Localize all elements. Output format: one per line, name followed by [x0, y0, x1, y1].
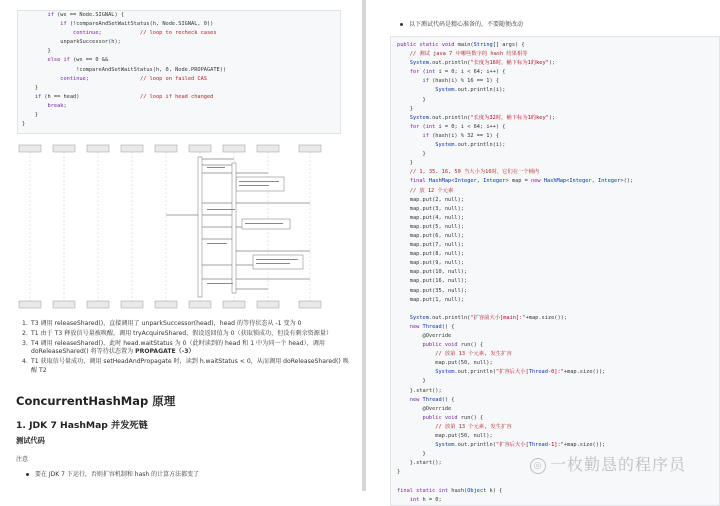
code-line: final static int hash(Object k) { [397, 487, 503, 494]
code-line: for (int i = 0; i < 64; i++) { [409, 123, 506, 130]
section-heading: ConcurrentHashMap 原理 [16, 394, 176, 408]
list-item: 4. T1 获取信号量成功，调用 setHeadAndPropagate 时，读到 h.waitStatus < 0，从而调用 doReleaseShared() 唤醒 T2 [22, 358, 349, 374]
code-line: new Thread() { [409, 323, 455, 330]
watermark: ◎ 一枚勤恳的程序员 [530, 452, 686, 475]
code-line: } [22, 121, 26, 128]
numbered-list [22, 320, 352, 377]
code-line: unparkSuccessor(h); [22, 39, 121, 46]
code-line: public void run() { [422, 414, 484, 421]
code-line: break; [47, 102, 67, 109]
code-line: map.put(9, null); [397, 260, 464, 267]
code-line: } [22, 84, 38, 91]
code-line: // 放 12 个元素 [409, 187, 454, 194]
code-line: continue; // loop on failed CAS [60, 75, 207, 82]
bullet-item: 要在 JDK 7 下运行，否则扩容机制和 hash 的计算方法都变了 [26, 469, 199, 478]
code-line: if (!compareAndSetWaitStatus(h, Node.SIGNAL, 0)) [60, 21, 214, 28]
code-block-hashmap-test [390, 36, 720, 506]
code-line: System.out.println("扩容后大小[Thread-0]:"+map.size()); [435, 369, 606, 376]
code-line: new Thread() { [409, 396, 455, 403]
code-line: if (h == head) // loop if head changed [34, 93, 214, 100]
code-line: System.out.println(i); [435, 87, 506, 94]
code-line: System.out.println(i); [435, 142, 506, 149]
left-document-page [0, 0, 362, 491]
code-line: // 测试 java 7 中哪些数字的 hash 结果相等 [409, 51, 528, 58]
code-line: for (int i = 0; i < 64; i++) { [409, 69, 506, 76]
code-line: map.put(4, null); [397, 214, 464, 221]
code-line: map.put(2, null); [397, 196, 464, 203]
code-line: map.put(35, null); [397, 287, 468, 294]
code-line: public void run() { [422, 342, 484, 349]
code-line: map.put(8, null); [397, 251, 464, 258]
code-line: } [397, 451, 426, 458]
code-line: final HashMap<Integer, Integer> map = new HashMap<Integer, Integer>(); [409, 178, 634, 185]
code-line [397, 478, 713, 487]
code-line: System.out.println("扩容后大小[Thread-1]:"+map.size()); [435, 442, 606, 449]
code-line: map.put(1, null); [397, 296, 464, 303]
list-item: 1. T3 调用 releaseShared()，直接调用了 unparkSuccessor(head)，head 的等待状态从 -1 变为 0 [22, 320, 302, 327]
code-line: if (hash(i) % 32 == 1) { [422, 132, 500, 139]
note-label: 注意 [16, 456, 29, 463]
code-line: public static void main(String[] args) { [397, 42, 525, 48]
code-line: // 放第 13 个元素, 发生扩容 [435, 423, 512, 430]
code-line: System.out.println("长度为32时，桶下标为1的key"); [409, 114, 556, 121]
code-line: }.start(); [397, 460, 442, 467]
sequence-diagram [17, 143, 331, 311]
code-line: map.put(50, null); [397, 433, 493, 440]
bullet-dot-icon [400, 23, 403, 26]
code-block-doReleaseShared [17, 10, 341, 134]
code-line: if (ws == Node.SIGNAL) { [47, 12, 125, 18]
code-line: } [397, 96, 426, 103]
code-line: // 1, 35, 16, 50 当大小为16时，它们在一个桶内 [409, 169, 540, 176]
code-line: } [397, 469, 401, 476]
code-line: }.start(); [397, 387, 442, 394]
code-line: continue; // loop to recheck cases [73, 30, 217, 37]
minor-heading: 测试代码 [16, 436, 45, 445]
code-line: map.put(6, null); [397, 232, 464, 239]
code-line: System.out.println("扩容前大小[main]:"+map.size()); [409, 314, 568, 321]
code-line: System.out.println("长度为16时，桶下标为1的key"); [409, 60, 556, 67]
code-line: } [397, 105, 413, 112]
code-line: map.put(50, null); [397, 360, 493, 367]
code-line: map.put(5, null); [397, 223, 464, 230]
code-line: int h = 0; [409, 496, 442, 503]
code-line: } [22, 48, 51, 55]
code-line: } [397, 160, 413, 167]
code-line: } [397, 151, 426, 158]
list-item: 3. T4 调用 releaseShared()，此时 head.waitStatus 为 0（此时读到的 head 和 1 中为同一个 head），调用 doReleaseShared() 将等待状态置为 PROPAGATE（-3） [22, 339, 325, 356]
code-line: // 放第 13 个元素, 发生扩容 [435, 351, 512, 358]
code-line: else if (ws == 0 && [47, 57, 109, 64]
code-line: map.put(16, null); [397, 278, 468, 285]
code-line: map.put(7, null); [397, 242, 464, 249]
bullet-dot-icon [26, 473, 29, 476]
code-line: @Override [397, 405, 452, 412]
bullet-item: 以下测试代码是精心准备的，不要随便改动 [400, 19, 523, 28]
right-document-page [366, 0, 720, 503]
code-line [397, 305, 713, 314]
code-line: @Override [397, 333, 452, 339]
list-item: 2. T1 由于 T3 释放信号量被唤醒，调用 tryAcquireShared，假设返回值为 0（获取锁成功，但没有剩余资源量） [22, 329, 333, 337]
code-line: if (hash(i) % 16 == 1) { [422, 78, 500, 85]
code-line: map.put(10, null); [397, 269, 468, 276]
watermark-logo-icon: ◎ [530, 458, 546, 474]
code-line: } [22, 112, 38, 119]
code-line: map.put(3, null); [397, 205, 464, 212]
code-line: !compareAndSetWaitStatus(h, 0, Node.PROPAGATE)) [22, 66, 227, 73]
code-line: } [397, 378, 426, 385]
subsection-heading: 1. JDK 7 HashMap 并发死链 [16, 420, 148, 431]
